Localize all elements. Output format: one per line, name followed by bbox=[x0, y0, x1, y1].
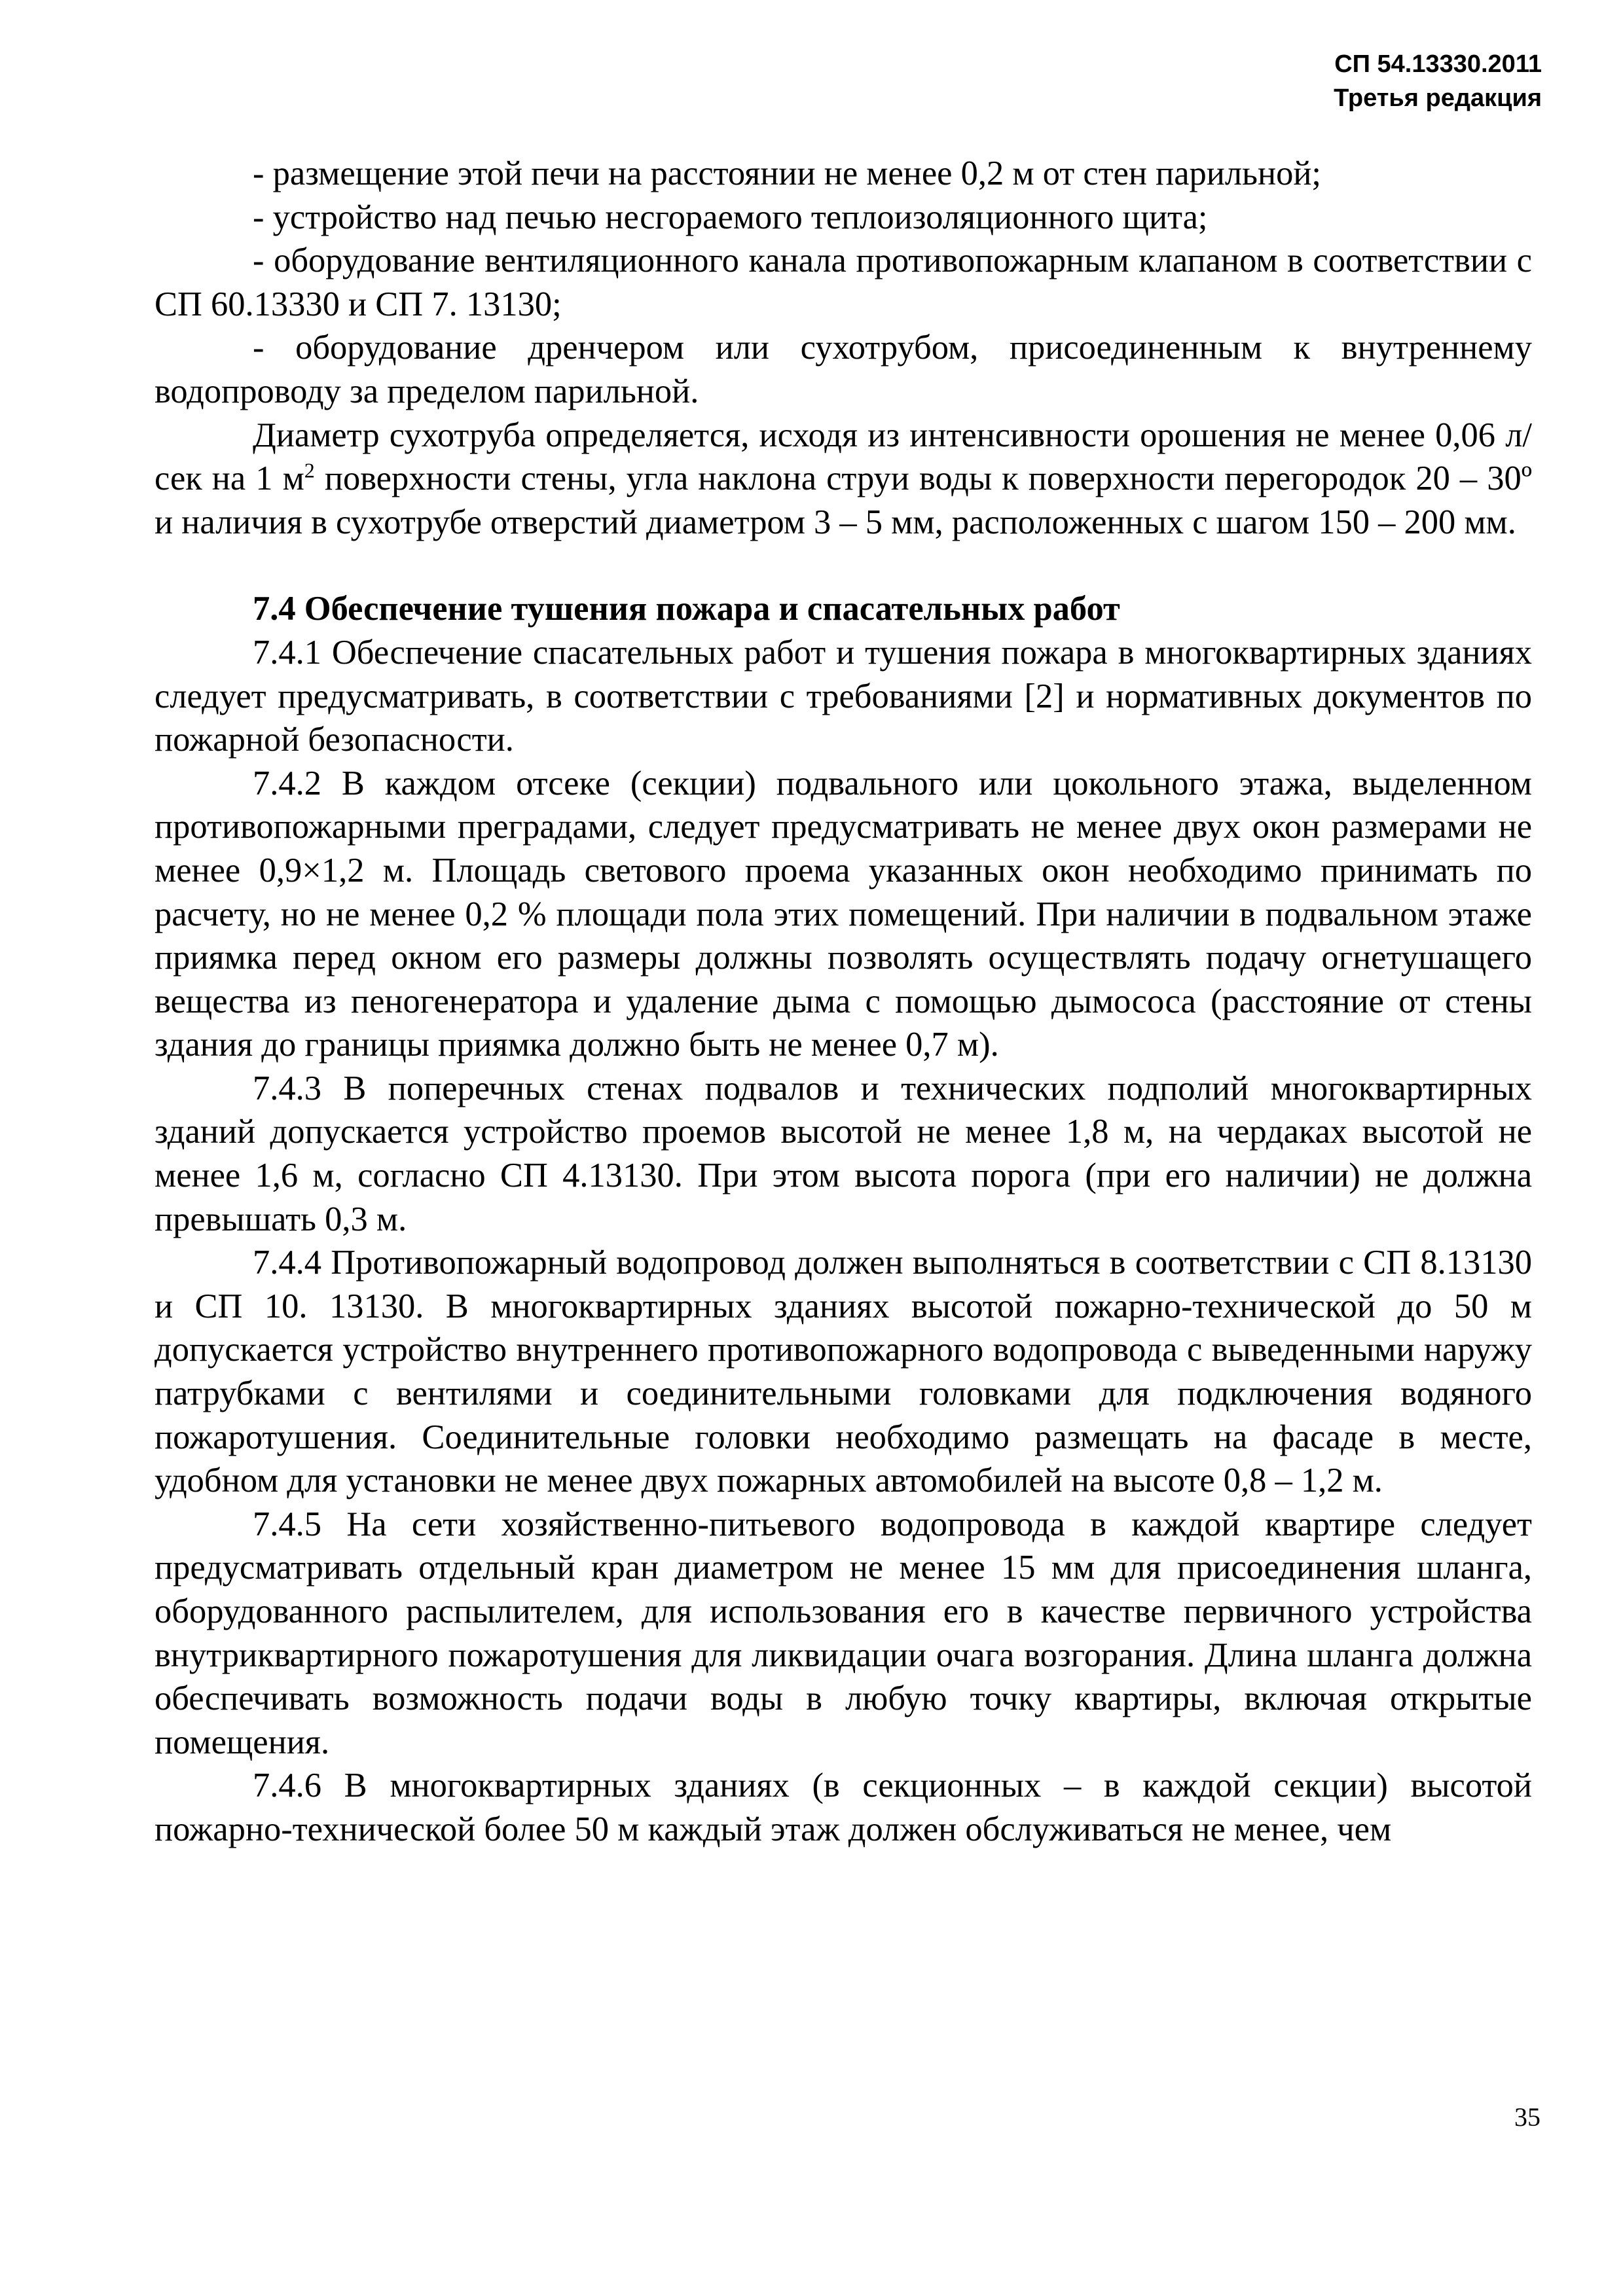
text-run: Диаметр сухотруба определяется, исходя из интенсивности орошения не менее 0,06 л/сек на 1 м bbox=[155, 416, 1532, 498]
clause-paragraph: 7.4.6 В многоквартирных зданиях (в секционных – в каждой секции) высотой пожарно-технической более 50 м каждый этаж должен обслуживаться не менее, чем bbox=[155, 1767, 1532, 1848]
page-number: 35 bbox=[1514, 2102, 1541, 2132]
section-heading: 7.4 Обеспечение тушения пожара и спасательных работ bbox=[253, 590, 1120, 628]
list-item: - устройство над печью несгораемого теплоизоляционного щита; bbox=[253, 198, 1208, 236]
list-item: - размещение этой печи на расстоянии не менее 0,2 м от стен парильной; bbox=[253, 154, 1322, 192]
clause-paragraph: 7.4.4 Противопожарный водопровод должен выполняться в соответствии с СП 8.13130 и СП 10. 13130. В многоквартирных зданиях высотой пожарно-технической до 50 м допускается устройство внутреннего противопожарного водопровода с выведенными наружу патрубками с вентилями и соединительными головками для подключения водяного пожаротушения. Соединительные головки необходимо размещать на фасаде в месте, удобном для установки не менее двух пожарных автомобилей на высоте 0,8 – 1,2 м. bbox=[155, 1244, 1532, 1500]
list-item: - оборудование дренчером или сухотрубом, присоединенным к внутреннему водопроводу за пределом парильной. bbox=[155, 329, 1532, 410]
superscript: 2 bbox=[304, 458, 315, 482]
clause-paragraph: 7.4.3 В поперечных стенах подвалов и технических подполий многоквартирных зданий допускается устройство проемов высотой не менее 1,8 м, на чердаках высотой не менее 1,6 м, согласно СП 4.13130. При этом высота порога (при его наличии) не должна превышать 0,3 м. bbox=[155, 1069, 1532, 1238]
document-code: СП 54.13330.2011 bbox=[1334, 50, 1542, 78]
body-paragraph bbox=[155, 414, 1532, 545]
running-header bbox=[1334, 47, 1542, 115]
edition-label: Третья редакция bbox=[1334, 84, 1542, 112]
document-body bbox=[155, 152, 1532, 1852]
list-item: - оборудование вентиляционного канала противопожарным клапаном в соответствии с СП 60.13330 и СП 7. 13130; bbox=[155, 242, 1532, 323]
clause-paragraph: 7.4.2 В каждом отсеке (секции) подвального или цокольного этажа, выделенном противопожарными преградами, следует предусматривать не менее двух окон размерами не менее 0,9×1,2 м. Площадь светового проема указанных окон необходимо принимать по расчету, но не менее 0,2 % площади пола этих помещений. При наличии в подвальном этаже приямка перед окном его размеры должны позволять осуществлять подачу огнетушащего вещества из пеногенератора и удаление дыма с помощью дымососа (расстояние от стены здания до границы приямка должно быть не менее 0,7 м). bbox=[155, 764, 1532, 1064]
clause-paragraph: 7.4.1 Обеспечение спасательных работ и тушения пожара в многоквартирных зданиях следует предусматривать, в соответствии с требованиями [2] и нормативных документов по пожарной безопасности. bbox=[155, 633, 1532, 759]
clause-paragraph: 7.4.5 На сети хозяйственно-питьевого водопровода в каждой квартире следует предусматривать отдельный кран диаметром не менее 15 мм для присоединения шланга, оборудованного распылителем, для использования его в качестве первичного устройства внутриквартирного пожаротушения для ликвидации очага возгорания. Длина шланга должна обеспечивать возможность подачи воды в любую точку квартиры, включая открытые помещения. bbox=[155, 1505, 1532, 1761]
text-run: поверхности стены, угла наклона струи воды к поверхности перегородок 20 – 30º и наличия в сухотрубе отверстий диаметром 3 – 5 мм, расположенных с шагом 150 – 200 мм. bbox=[155, 459, 1532, 541]
